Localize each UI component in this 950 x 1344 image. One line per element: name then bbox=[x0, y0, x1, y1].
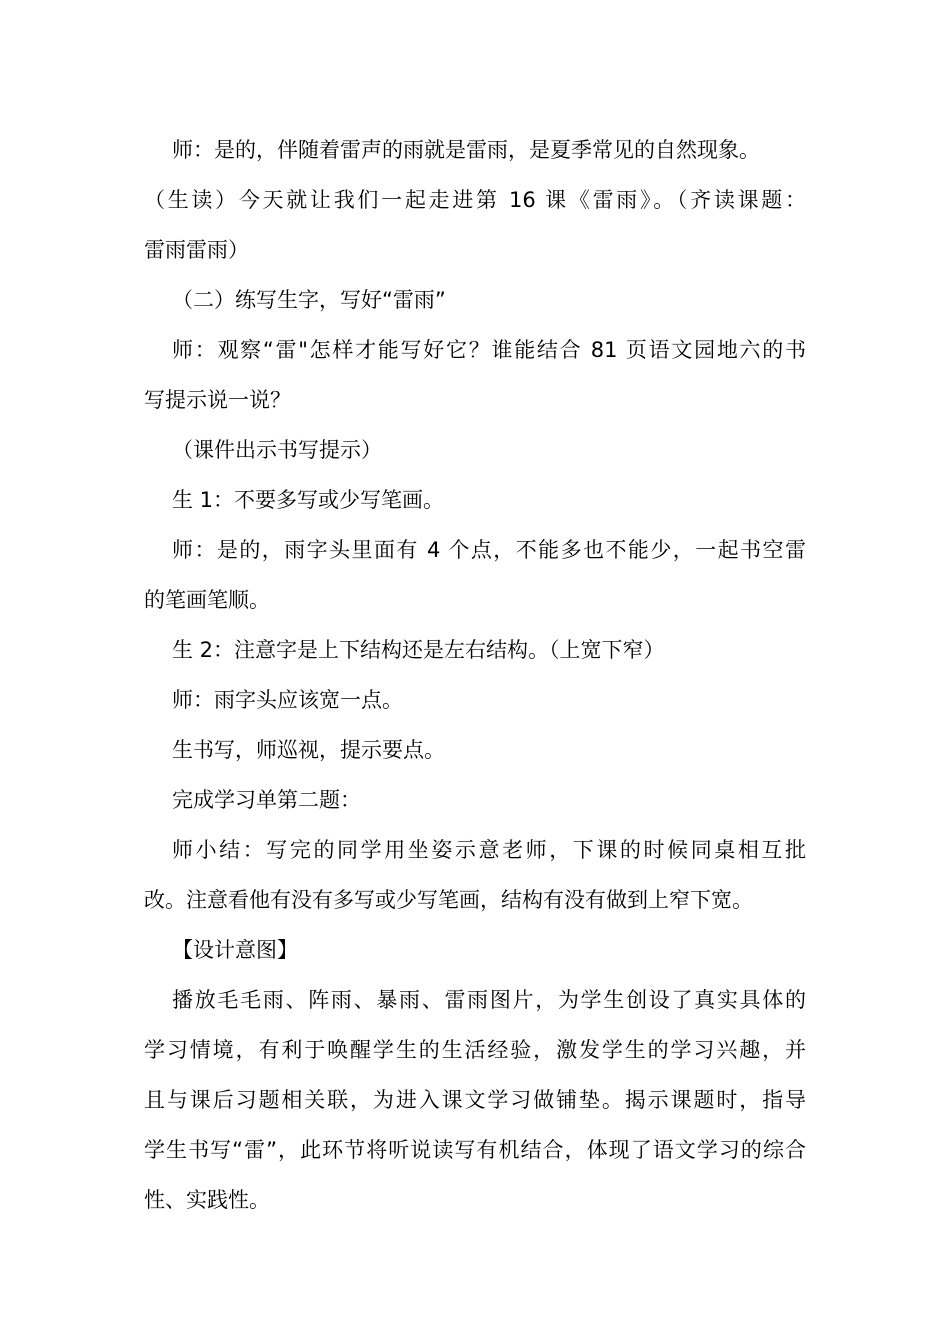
text-line-12: 师：雨字头应该宽一点。 bbox=[172, 688, 403, 712]
text-line-18: 播放毛毛雨、阵雨、暴雨、雷雨图片，为学生创设了真实具体的 bbox=[172, 988, 806, 1012]
text-line-10: 的笔画笔顺。 bbox=[144, 588, 270, 612]
text-line-7: （课件出示书写提示） bbox=[172, 438, 382, 462]
text-line-5: 师：观察“雷"怎样才能写好它？谁能结合 81 页语文园地六的书 bbox=[172, 338, 806, 362]
text-line-21: 学生书写“雷”，此环节将听说读写有机结合，体现了语文学习的综合 bbox=[144, 1138, 806, 1162]
text-line-8: 生 1：不要多写或少写笔画。 bbox=[172, 488, 445, 512]
text-line-20: 且与课后习题相关联，为进入课文学习做铺垫。揭示课题时，指导 bbox=[144, 1088, 806, 1112]
text-line-3: 雷雨雷雨） bbox=[144, 238, 249, 262]
text-line-9: 师：是的，雨字头里面有 4 个点，不能多也不能少，一起书空雷 bbox=[172, 538, 806, 562]
text-line-15: 师小结：写完的同学用坐姿示意老师，下课的时候同桌相互批 bbox=[172, 838, 806, 862]
section-heading: （二）练写生字，写好“雷雨” bbox=[172, 288, 446, 312]
text-line-22: 性、实践性。 bbox=[144, 1188, 270, 1212]
text-line-11: 生 2：注意字是上下结构还是左右结构。（上宽下窄） bbox=[172, 638, 665, 662]
text-line-2: （生读）今天就让我们一起走进第 16 课《雷雨》。（齐读课题： bbox=[144, 188, 806, 212]
text-line-19: 学习情境，有利于唤醒学生的生活经验，激发学生的学习兴趣，并 bbox=[144, 1038, 806, 1062]
text-line-1: 师：是的，伴随着雷声的雨就是雷雨，是夏季常见的自然现象。 bbox=[172, 138, 760, 162]
text-line-14: 完成学习单第二题： bbox=[172, 788, 361, 812]
text-line-13: 生书写，师巡视，提示要点。 bbox=[172, 738, 445, 762]
text-line-16: 改。注意看他有没有多写或少写笔画，结构有没有做到上窄下宽。 bbox=[144, 888, 753, 912]
design-intent-heading: 【设计意图】 bbox=[172, 938, 298, 962]
text-line-6: 写提示说一说？ bbox=[144, 388, 291, 412]
